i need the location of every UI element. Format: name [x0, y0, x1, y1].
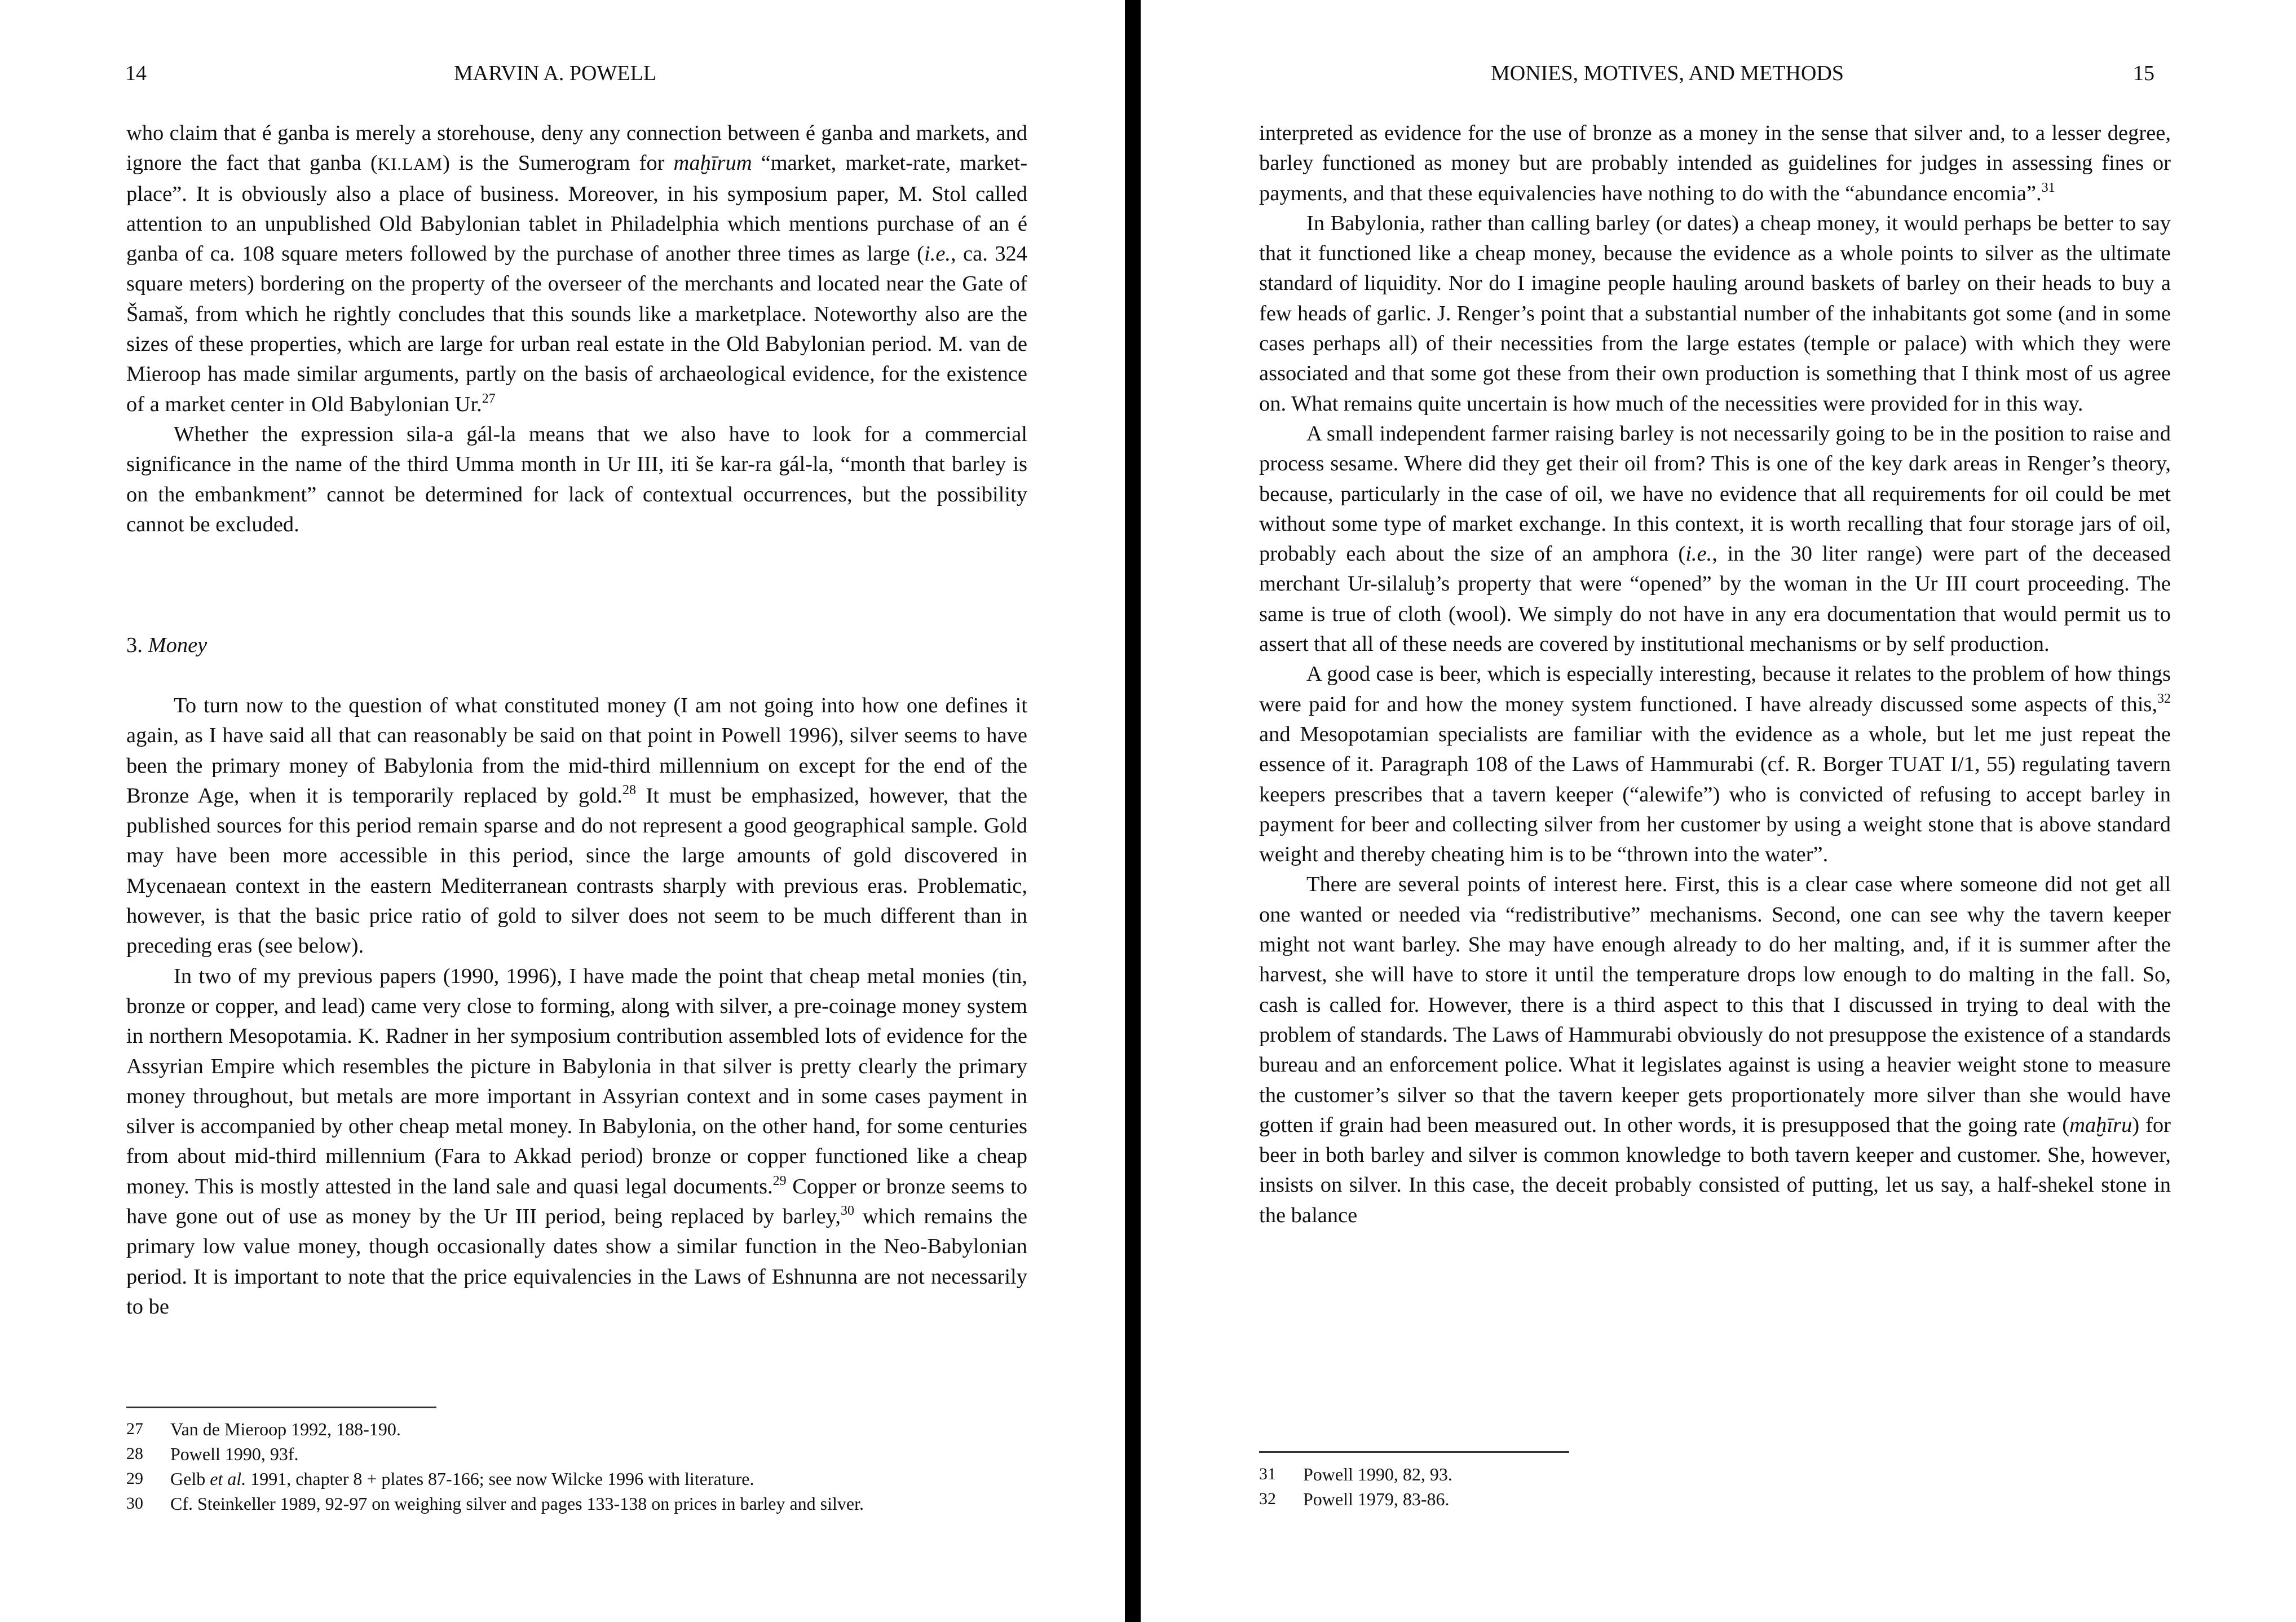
left-page: [0, 0, 1125, 1622]
footnote: 32 Powell 1979, 83-86.: [1259, 1489, 1450, 1509]
footnote: 31 Powell 1990, 82, 93.: [1259, 1464, 1452, 1484]
footnote: 28 Powell 1990, 93f.: [126, 1444, 299, 1464]
page-number: 15: [2133, 61, 2154, 85]
paragraph: There are several points of interest here. First, this is a clear case where someone did not get all one wanted or needed via “redistributive” mechanisms. Second, one can see why the tavern keeper might not want barley. She may have enough already to do her malting, and, if it is summer after the harvest, she will have to store it until the temperature drops low enough to do malting in the fall. So, cash is called for. However, there is a third aspect to this that I discussed in trying to deal with the problem of standards. The Laws of Hammurabi obviously do not presuppose the existence of a standards bureau and an enforcement police. What it legislates against is using a heavier weight stone to measure the customer’s silver so that the tavern keeper gets proportionately more silver than she would have gotten if grain had been measured out. In other words, it is presupposed that the going rate (maḫīru) for beer in both barley and silver is common knowledge to both tavern keeper and customer. She, however, insists on silver. In this case, the deceit probably consisted of putting, let us say, a half-shekel stone in the balance: [1259, 872, 2171, 1227]
running-head: MARVIN A. POWELL: [454, 61, 656, 85]
footnote-rule: [126, 1407, 436, 1408]
footnote-ref[interactable]: 30: [841, 1204, 855, 1219]
footnotes: [1259, 1462, 2161, 1511]
right-page: [1141, 0, 2296, 1622]
paragraph: To turn now to the question of what constituted money (I am not going into how one defines it again, as I have said all that can reasonably be said on that point in Powell 1996), silver seems to have been the primary money of Babylonia from the mid-third millennium on except for the end of the Bronze Age, when it is temporarily replaced by gold.$^{28}$ It must be emphasized, however, that the published sources for this period remain sparse and do not represent a good geographical sample. Gold may have been more accessible in this period, since the large amounts of gold discovered in Mycenaean context in the eastern Mediterranean contrasts sharply with previous eras. Problematic, however, is that the basic price ratio of gold to silver does not seem to be much different than in preceding eras (see below).: [126, 694, 1028, 958]
paragraph: who claim that é ganba is merely a storehouse, deny any connection between é ganba and markets, and ignore the fact that ganba (KI.LAM) is the Sumerogram for maḫīrum “market, market-rate, market-place”. It is obviously also a place of business. Moreover, in his symposium paper, M. Stol called attention to an unpublished Old Babylonian tablet in Philadelphia which mentions purchase of an é ganba of ca. 108 square meters followed by the purchase of another three times as large (i.e., ca. 324 square meters) bordering on the property of the overseer of the merchants and located near the Gate of Šamaš, from which he rightly concludes that this sounds like a marketplace. Noteworthy also are the sizes of these properties, which are large for urban real estate in the Old Babylonian period. M. van de Mieroop has made similar arguments, partly on the basis of archaeological evidence, for the existence of a market center in Old Babylonian Ur.$^{27}$: [126, 121, 1028, 416]
footnote-ref[interactable]: 31: [2041, 180, 2055, 195]
paragraph: interpreted as evidence for the use of bronze as a money in the sense that silver and, to a lesser degree, barley functioned as money but are probably intended as guidelines for judges in assessing fines or payments, and that these equivalencies have nothing to do with the “abundance encomia”.$^{31}$: [1259, 121, 2171, 205]
body-text: [1259, 118, 2171, 1231]
body-text-lower: [126, 691, 1027, 1322]
footnotes: [126, 1417, 1057, 1516]
paragraph: A small independent farmer raising barley is not necessarily going to be in the position to raise and process sesame. Where did they get their oil from? This is one of the key dark areas in Renger’s theory, because, particularly in the case of oil, we have no evidence that all requirements for oil could be met without some type of market exchange. In this context, it is worth recalling that four storage jars of oil, probably each about the size of an amphora (i.e., in the 30 liter range) were part of the deceased merchant Ur-silaluḫ’s property that were “opened” by the woman in the Ur III court proceeding. The same is true of cloth (wool). We simply do not have in any era documentation that would permit us to assert that all of these needs are covered by institutional mechanisms or by self production.: [1259, 421, 2171, 656]
footnote: 30 Cf. Steinkeller 1989, 92-97 on weighing silver and pages 133-138 on prices in barley and silver.: [126, 1493, 864, 1514]
footnote: 29 Gelb et al. 1991, chapter 8 + plates 87-166; see now Wilcke 1996 with literature.: [126, 1469, 754, 1489]
paragraph: Whether the expression sila-a gál-la means that we also have to look for a commercial significance in the name of the third Umma month in Ur III, iti še kar-ra gál-la, “month that barley is on the embankment” cannot be determined for lack of contextual occurrences, but the possibility cannot be excluded.: [126, 422, 1027, 536]
footnote-ref[interactable]: 29: [772, 1173, 787, 1188]
running-head: MONIES, MOTIVES, AND METHODS: [1491, 61, 1844, 85]
paragraph: In two of my previous papers (1990, 1996), I have made the point that cheap metal monies (tin, bronze or copper, and lead) came very close to forming, along with silver, a pre-coinage money system in northern Mesopotamia. K. Radner in her symposium contribution assembled lots of evidence for the Assyrian Empire which resembles the picture in Babylonia in that silver is pretty clearly the primary money throughout, but metals are more important in Assyrian context and in some cases payment in silver is accompanied by other cheap metal money. In Babylonia, on the other hand, for some centuries from about mid-third millennium (Fara to Akkad period) bronze or copper functioned like a cheap money. This is mostly attested in the land sale and quasi legal documents.$^{29}$ Copper or bronze seems to have gone out of use as money by the Ur III period, being replaced by barley,$^{30}$ which remains the primary low value money, though occasionally dates show a similar function in the Neo-Babylonian period. It is important to note that the price equivalencies in the Laws of Eshnunna are not necessarily to be: [126, 964, 1027, 1319]
footnote: 27 Van de Mieroop 1992, 188-190.: [126, 1419, 401, 1439]
footnote-ref[interactable]: 32: [2157, 691, 2171, 706]
page-number: 14: [125, 61, 147, 85]
paragraph: In Babylonia, rather than calling barley (or dates) a cheap money, it would perhaps be better to say that it functioned like a cheap money, because the evidence as a whole points to silver as the ultimate standard of liquidity. Nor do I imagine people hauling around baskets of barley on their heads to buy a few heads of garlic. J. Renger’s point that a substantial number of the inhabitants got some (and in some cases perhaps all) of their necessities from the large estates (temple or palace) with which they were associated and that some got these from their own production is something that I think most of us agree on. What remains quite uncertain is how much of the necessities were provided for in this way.: [1259, 211, 2171, 416]
paragraph: A good case is beer, which is especially interesting, because it relates to the problem of how things were paid for and how the money system functioned. I have already discussed some aspects of this,$^{32}$ and Mesopotamian specialists are familiar with the evidence as a whole, but let me just repeat the essence of it. Paragraph 108 of the Laws of Hammurabi (cf. R. Borger TUAT I/1, 55) regulating tavern keepers prescribes that a tavern keeper (“alewife”) who is convicted of refusing to accept barley in payment for beer and collecting silver from her customer by using a weight stone that is above standard weight and thereby cheating him is to be “thrown into the water”.: [1259, 662, 2171, 867]
section-heading: 3. Money: [126, 633, 207, 657]
footnote-ref[interactable]: 28: [622, 782, 636, 797]
page-gutter: [1125, 0, 1141, 1622]
footnote-ref[interactable]: 27: [482, 391, 496, 406]
body-text-upper: [126, 118, 1027, 540]
footnote-rule: [1259, 1451, 1569, 1453]
